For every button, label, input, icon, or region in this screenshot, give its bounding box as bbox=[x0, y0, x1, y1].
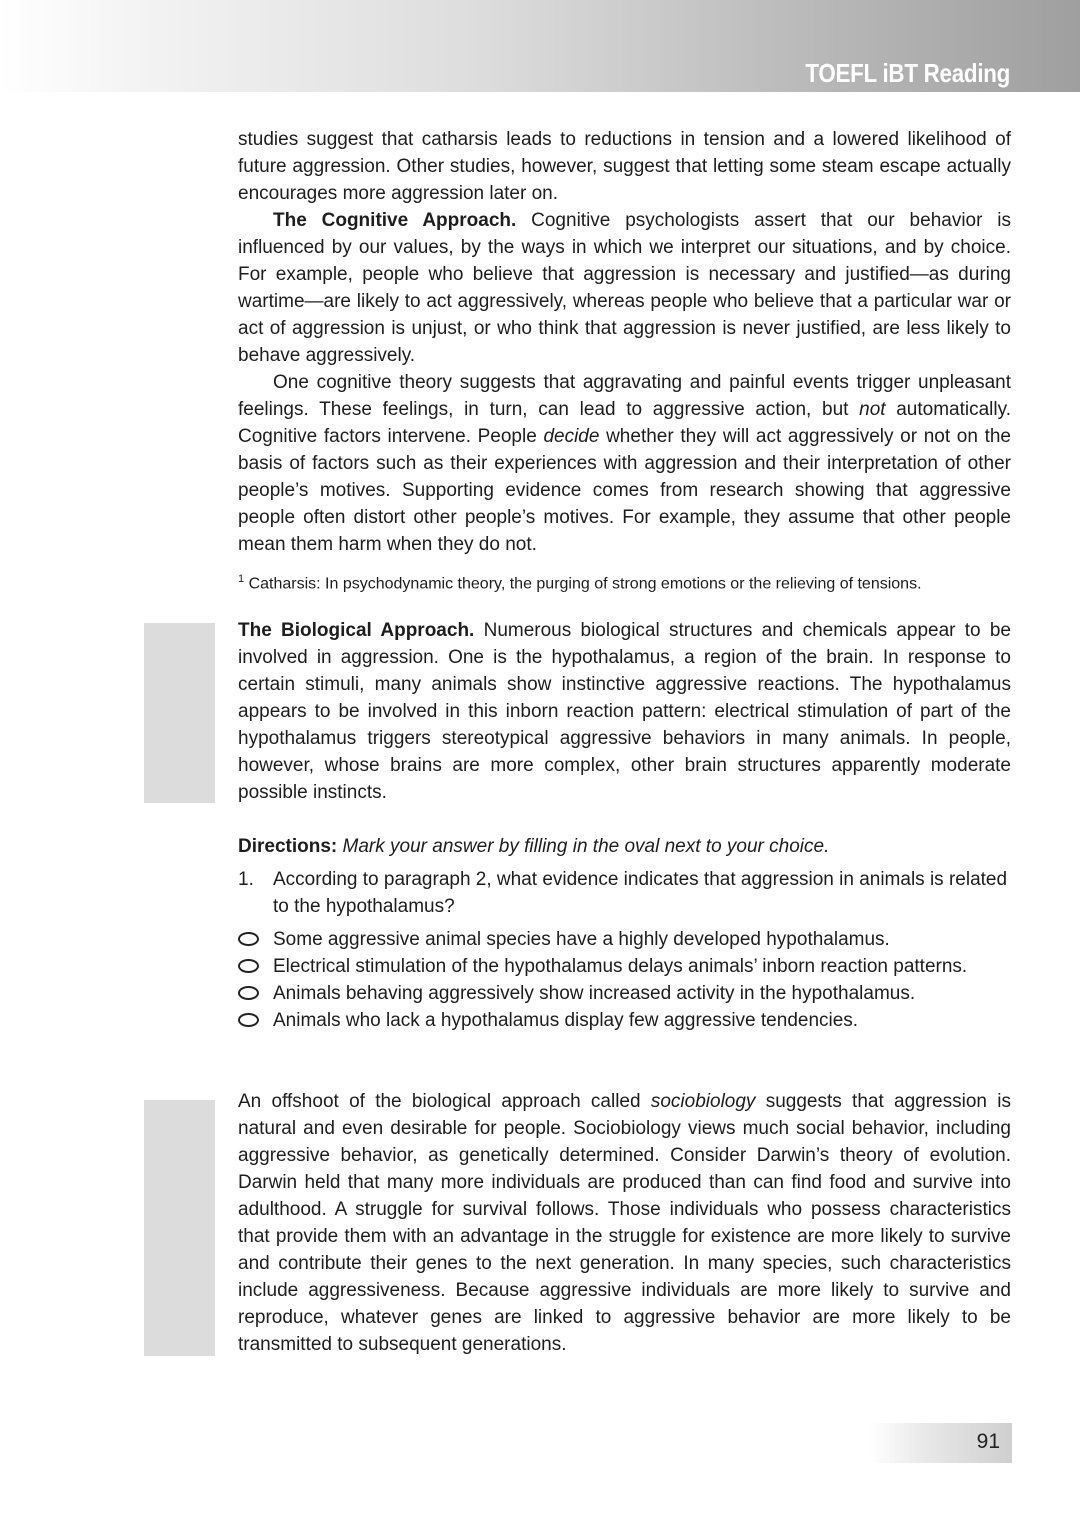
paragraph-cognitive-theory bbox=[238, 369, 1011, 558]
sociobiology-text-b: suggests that aggression is natural and even desirable for people. Sociobiology views much social behavior, including aggressive behavior, as genetically determined. Consider Darwin’s theory of evolution. Darwin held that many more individuals are produced than can find food and survive into adulthood. A struggle for survival follows. Those individuals who possess characteristics that provide them with an advantage in the struggle for existence are more likely to survive and contribute their genes to the next generation. In many species, such characteristics include aggressiveness. Because aggressive individuals are more likely to survive and reproduce, whatever genes are linked to aggressive behavior are more likely to be transmitted to subsequent generations. bbox=[238, 1091, 1011, 1355]
question-1 bbox=[238, 866, 1011, 1034]
directions-label: Directions: bbox=[238, 836, 338, 857]
directions-text: Mark your answer by filling in the oval next to your choice. bbox=[337, 836, 830, 857]
cognitive-theory-text-c: whether they will act aggressively or not on the basis of factors such as their experiences with aggression and their interpretation of other people’s motives. Supporting evidence comes from research showing that aggressive people often distort other people’s motives. For example, they assume that other people mean them harm when they do not. bbox=[238, 426, 1011, 555]
sociobiology-text-a: An offshoot of the biological approach called bbox=[238, 1091, 651, 1112]
option-text: Animals who lack a hypothalamus display few aggressive tendencies. bbox=[273, 1010, 859, 1031]
directions bbox=[238, 833, 1011, 860]
passage-sociobiology bbox=[238, 1088, 1011, 1358]
paragraph-biological bbox=[238, 617, 1011, 806]
answer-options bbox=[238, 926, 1011, 1034]
cognitive-text: Cognitive psychologists assert that our behavior is influenced by our values, by the ways in which we interpret our situations, and by choice. For example, people who believe that aggression is necessary and justified—as during wartime—are likely to act aggressively, whereas people who believe that a particular war or act of aggression is unjust, or who think that aggression is never justified, are less likely to behave aggressively. bbox=[238, 210, 1012, 366]
option-text: Animals behaving aggressively show increased activity in the hypothalamus. bbox=[273, 983, 916, 1004]
footnote bbox=[238, 568, 1011, 595]
cognitive-heading: The Cognitive Approach. bbox=[273, 210, 517, 231]
answer-option[interactable] bbox=[238, 926, 1011, 953]
option-text: Some aggressive animal species have a highly developed hypothalamus. bbox=[273, 929, 890, 950]
answer-oval-icon[interactable] bbox=[238, 1013, 259, 1027]
emphasis-not: not bbox=[859, 399, 886, 420]
paragraph-catharsis: studies suggest that catharsis leads to reductions in tension and a lowered likelihood of future aggression. Other studies, however, suggest that letting some steam escape actually encourages more aggression later on. bbox=[238, 129, 1011, 204]
answer-option[interactable] bbox=[238, 980, 1011, 1007]
biological-heading: The Biological Approach. bbox=[238, 620, 475, 641]
answer-option[interactable] bbox=[238, 1007, 1011, 1034]
page-number-tab bbox=[870, 1423, 1012, 1463]
answer-oval-icon[interactable] bbox=[238, 986, 259, 1000]
paragraph-sociobiology bbox=[238, 1088, 1011, 1358]
biological-text: Numerous biological structures and chemicals appear to be involved in aggression. One is the hypothalamus, a region of the brain. In response to certain stimuli, many animals show instinctive aggressive reactions. The hypothalamus appears to be involved in this inborn reaction pattern: electrical stimulation of part of the hypothalamus triggers stereotypical aggressive behaviors in many animals. In people, however, whose brains are more complex, other brain structures apparently moderate possible instincts. bbox=[238, 620, 1011, 803]
highlight-bar-paragraph-2 bbox=[144, 623, 215, 803]
cognitive-theory-text-b: automatically. Cognitive factors intervene. People bbox=[238, 399, 1011, 447]
header-title: TOEFL iBT Reading bbox=[805, 58, 1010, 88]
answer-option[interactable] bbox=[238, 953, 1011, 980]
answer-oval-icon[interactable] bbox=[238, 932, 259, 946]
sociobiology-term: sociobiology bbox=[650, 1091, 756, 1112]
option-text: Electrical stimulation of the hypothalamus delays animals’ inborn reaction patterns. bbox=[273, 956, 968, 977]
footnote-text: Catharsis: In psychodynamic theory, the purging of strong emotions or the relieving of tensions. bbox=[244, 575, 922, 593]
answer-oval-icon[interactable] bbox=[238, 959, 259, 973]
passage-top bbox=[238, 126, 1011, 595]
footnote-mark: 1 bbox=[238, 573, 245, 585]
page-number: 91 bbox=[976, 1430, 1000, 1453]
question-number: 1. bbox=[238, 869, 254, 890]
header-band bbox=[0, 0, 1080, 92]
emphasis-decide: decide bbox=[543, 426, 600, 447]
highlight-bar-paragraph-3 bbox=[144, 1100, 215, 1356]
paragraph-cognitive bbox=[238, 207, 1011, 369]
passage-biological bbox=[238, 617, 1011, 806]
question-text: According to paragraph 2, what evidence indicates that aggression in animals is related to the hypothalamus? bbox=[273, 869, 1008, 917]
cognitive-theory-text-a: One cognitive theory suggests that aggravating and painful events trigger unpleasant feelings. These feelings, in turn, can lead to aggressive action, but bbox=[238, 372, 1011, 420]
